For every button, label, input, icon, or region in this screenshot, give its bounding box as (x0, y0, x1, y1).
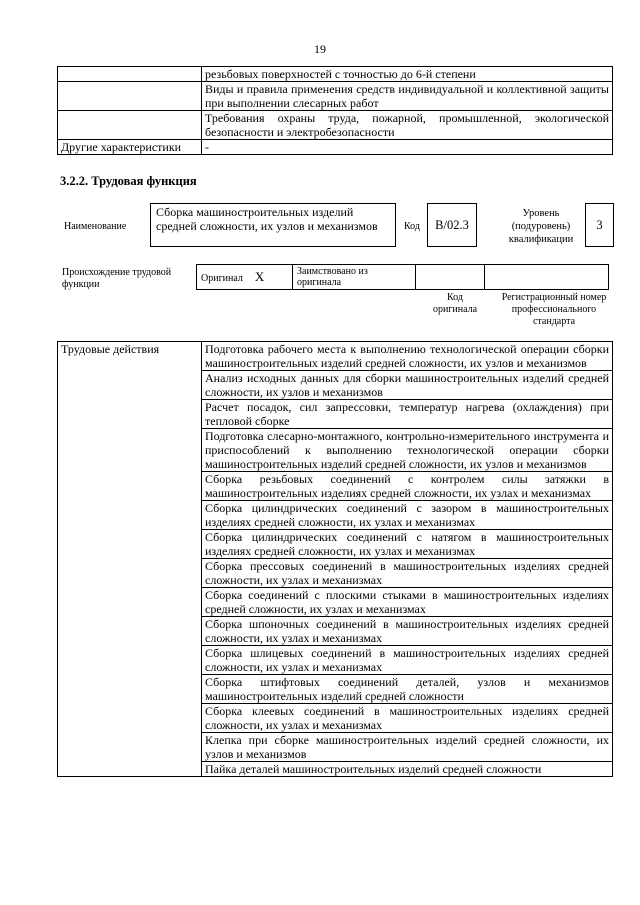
table-row (58, 82, 613, 111)
other-characteristics-label: Другие характеристики (58, 140, 202, 155)
table-cell-text: Виды и правила применения средств индивидуальной и коллективной защиты при выполнении слесарных работ (202, 82, 613, 111)
original-label: Оригинал (201, 272, 243, 284)
qualification-level-label: Уровень (подуровень) квалификации (508, 208, 574, 245)
labor-action-item: Сборка шпоночных соединений в машиностроительных изделиях средней сложности, их узлах и механизмах (202, 617, 613, 646)
table-row (58, 67, 613, 82)
page-number: 19 (314, 42, 326, 56)
labor-action-item: Сборка прессовых соединений в машиностроительных изделиях средней сложности, их узлах и механизмах (202, 559, 613, 588)
name-label: Наименование (64, 221, 127, 232)
table-row (58, 111, 613, 140)
borrowed-label: Заимствовано из оригинала (293, 265, 416, 290)
labor-action-item: Сборка резьбовых соединений с контролем силы затяжки в машиностроительных изделиях средней сложности, их узлах и механизмах (202, 472, 613, 501)
labor-action-item: Сборка цилиндрических соединений с зазором в машиностроительных изделиях средней сложности, их узлах и механизмах (202, 501, 613, 530)
labor-action-item: Сборка соединений с плоскими стыками в машиностроительных изделиях средней сложности, их узлах и механизмах (202, 588, 613, 617)
table-cell-label (58, 111, 202, 140)
labor-action-item: Расчет посадок, сил запрессовки, температур нагрева (охлаждения) при тепловой сборке (202, 400, 613, 429)
labor-action-item: Сборка клеевых соединений в машиностроительных изделиях средней сложности, их узлах и механизмах (202, 704, 613, 733)
table-cell-text: Требования охраны труда, пожарной, промышленной, экологической безопасности и электробезопасности (202, 111, 613, 140)
origin-label: Происхождение трудовой функции (62, 267, 172, 290)
section-title: 3.2.2. Трудовая функция (60, 174, 197, 188)
origin-reg-number-cell (485, 265, 609, 290)
table-cell-label (58, 82, 202, 111)
labor-actions-label: Трудовые действия (58, 342, 202, 777)
other-characteristics-value: - (202, 140, 613, 155)
labor-action-item: Сборка цилиндрических соединений с натягом в машиностроительных изделиях средней сложности, их узлах и механизмах (202, 530, 613, 559)
origin-code-cell (416, 265, 485, 290)
origin-original-cell (197, 265, 293, 290)
table-row (58, 140, 613, 155)
table-cell-text: резьбовых поверхностей с точностью до 6-й степени (202, 67, 613, 82)
code-label: Код (404, 221, 420, 232)
labor-action-item: Подготовка слесарно-монтажного, контрольно-измерительного инструмента и приспособлений к выполнению технологической операции сборки машиностроительных изделий средней сложности, их узлов и механизмов (202, 429, 613, 472)
labor-action-item: Пайка деталей машиностроительных изделий средней сложности (202, 762, 613, 777)
labor-action-item: Анализ исходных данных для сборки машиностроительных изделий средней сложности, их узлов и механизмов (202, 371, 613, 400)
labor-action-item: Подготовка рабочего места к выполнению технологической операции сборки машиностроительных изделий средней сложности, их узлов и механизмов (202, 342, 613, 371)
labor-action-item: Сборка штифтовых соединений деталей, узлов и механизмов машиностроительных изделий средней сложности (202, 675, 613, 704)
knowledge-table (57, 66, 613, 155)
code-original-caption: Код оригинала (432, 292, 478, 315)
labor-action-item: Сборка шлицевых соединений в машиностроительных изделиях средней сложности, их узлах и механизмах (202, 646, 613, 675)
registration-number-caption: Регистрационный номер профессионального стандарта (501, 292, 607, 327)
table-cell-label (58, 67, 202, 82)
original-mark: X (254, 268, 265, 284)
qualification-level-value: 3 (585, 203, 614, 247)
function-name-value: Сборка машиностроительных изделий средней сложности, их узлов и механизмов (150, 203, 396, 247)
table-row (58, 342, 613, 371)
labor-actions-table (57, 341, 613, 777)
origin-table (196, 264, 609, 290)
function-code-value: В/02.3 (427, 203, 477, 247)
labor-action-item: Клепка при сборке машиностроительных изделий средней сложности, их узлов и механизмов (202, 733, 613, 762)
